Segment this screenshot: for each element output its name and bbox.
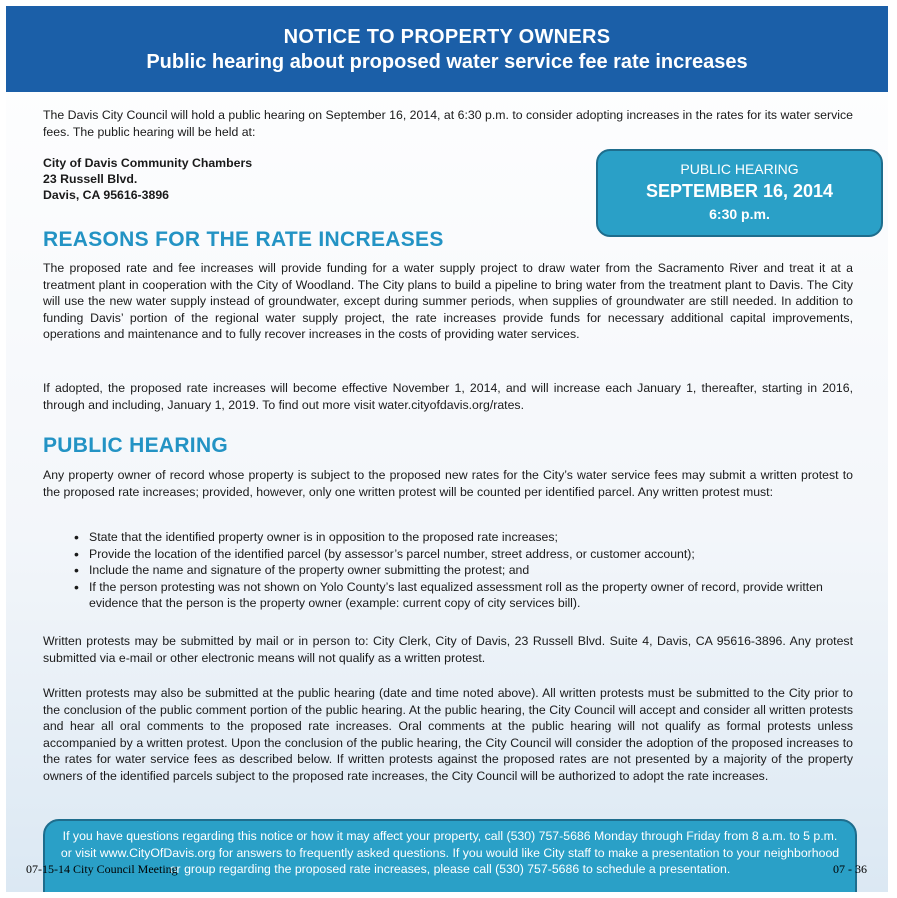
list-item: • Include the name and signature of the property owner submitting the protest; and [72,562,842,579]
list-item: • Provide the location of the identified parcel (by assessor’s parcel number, street address, or customer account); [72,546,842,563]
hearing-box-label: PUBLIC HEARING [680,161,799,177]
hearing-box-time: 6:30 p.m. [709,206,770,222]
hearing-date-box [596,149,883,237]
questions-text: If you have questions regarding this notice or how it may affect your property, call (530) 757-5686 Monday through Friday from 8 a.m. to 5 p.m. or visit www.CityOfDavis.org for answers to frequently asked questions. If you would like City staff to make a presentation to your neighborhood or group regarding the proposed rate increases, please call (530) 757-5686 to schedule a presentation. [60,829,840,876]
intro-paragraph: The Davis City Council will hold a public hearing on September 16, 2014, at 6:30 p.m. to consider adopting increases in the rates for its water service fees. The public hearing will be held at: [43,108,853,139]
address-line-3: Davis, CA 95616-3896 [43,188,170,202]
notice-subtitle: Public hearing about proposed water service fee rate increases [146,51,748,73]
list-item: • If the person protesting was not shown on Yolo County’s last equalized assessment roll as the property owner of record, provide written evidence that the person is the property owner (example: current copy of city services bill). [72,579,842,612]
questions-box [43,819,857,892]
hearing-box-date: SEPTEMBER 16, 2014 [645,181,834,201]
hearing-address [43,155,252,203]
reasons-heading: REASONS FOR THE RATE INCREASES [43,228,444,251]
footer-page-number: 07 - 36 [833,862,867,876]
public-hearing-paragraph-3: Written protests may also be submitted at the public hearing (date and time noted above). All written protests must be submitted to the City prior to the conclusion of the public comment portion of the public hearing. At the public hearing, the City Council will accept and consider all written protests and hear all oral comments to the proposed rate increases. Oral comments at the public hearing will not qualify as formal protests unless accompanied by a written protest. Upon the conclusion of the public hearing, the City Council will consider the adoption of the proposed increases to the rates for water service fees as described below. If written protests against the proposed rates are not presented by a majority of the property owners of the identified parcels subject to the proposed rate increases, the City Council will be authorized to adopt the rate increases. [43,686,853,783]
footer-meeting-label: 07-15-14 City Council Meeting [26,862,178,876]
reasons-paragraph-1: The proposed rate and fee increases will provide funding for a water supply project to draw water from the Sacramento River and treat it at a treatment plant in cooperation with the City of Woodland. The City plans to build a pipeline to bring water from the treatment plant to Davis. The City will use the new water supply instead of groundwater, except during summer periods, when supplies of groundwater are still needed. In addition to funding Davis’ portion of the regional water supply project, the rate increases provide funds for necessary additional capital improvements, operations and maintenance and to fully recover increases in the costs of providing water services. [43,261,853,341]
public-hearing-paragraph-1: Any property owner of record whose property is subject to the proposed new rates for the City’s water service fees may submit a written protest to the proposed rate increases; provided, however, only one written protest will be counted per identified parcel. Any written protest must: [43,468,853,499]
list-item: • State that the identified property owner is in opposition to the proposed rate increases; [72,529,842,546]
public-hearing-paragraph-2: Written protests may be submitted by mail or in person to: City Clerk, City of Davis, 23 Russell Blvd. Suite 4, Davis, CA 95616-3896. Any protest submitted via e-mail or other electronic means will not qualify as a written protest. [43,634,853,665]
public-hearing-heading: PUBLIC HEARING [43,434,229,457]
reasons-paragraph-2: If adopted, the proposed rate increases will become effective November 1, 2014, and will increase each January 1, thereafter, starting in 2016, through and including, January 1, 2019. To find out more visit water.cityofdavis.org/rates. [43,381,853,412]
notice-page [6,6,888,892]
address-line-2: 23 Russell Blvd. [43,172,138,186]
address-line-1: City of Davis Community Chambers [43,156,253,170]
protest-requirements-list [72,529,842,612]
header-banner [6,6,888,92]
notice-title: NOTICE TO PROPERTY OWNERS [283,26,611,48]
